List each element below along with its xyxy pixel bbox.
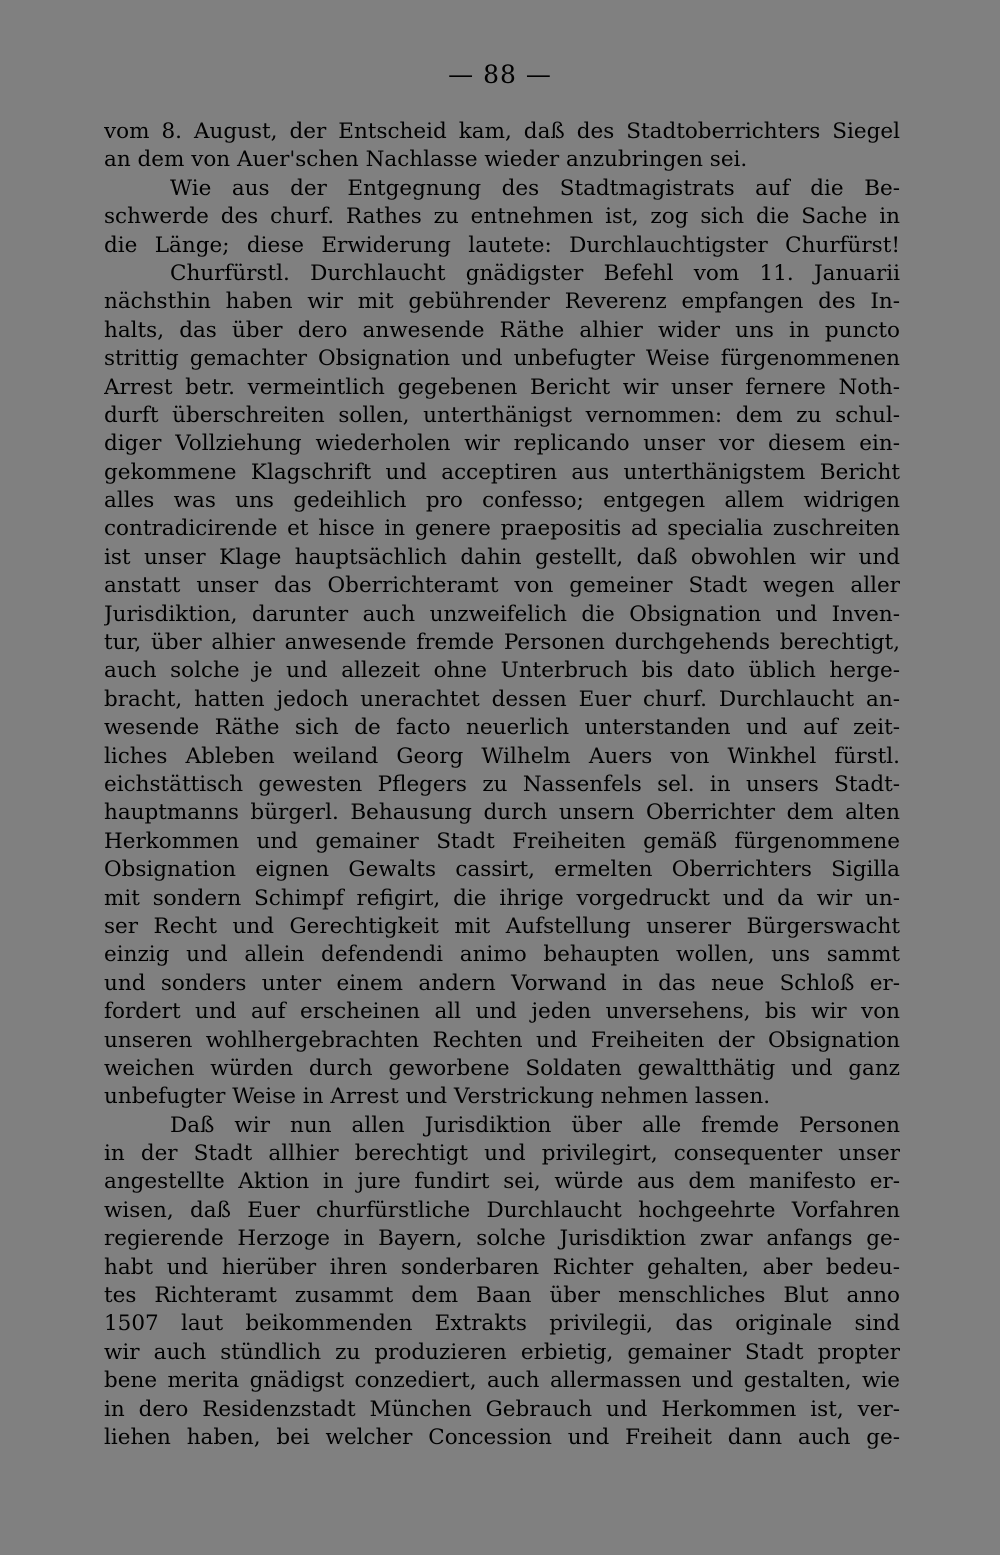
text-line: in dero Residenzstadt München Gebrauch und Herkommen ist, ver- [104, 1396, 900, 1422]
text-line: contradicirende et hisce in genere praepositis ad specialia zuschreiten [104, 516, 900, 542]
text-line: tes Richteramt zusammt dem Baan über menschliches Blut anno [104, 1283, 900, 1309]
text-line: wir auch stündlich zu produzieren erbietig, gemainer Stadt propter [104, 1339, 900, 1365]
text-line: regierende Herzoge in Bayern, solche Jurisdiktion zwar anfangs ge- [104, 1226, 900, 1252]
page-number: — 88 — [448, 60, 552, 89]
text-line: auch solche je und allezeit ohne Unterbruch bis dato üblich herge- [104, 658, 900, 684]
text-line: habt und hierüber ihren sonderbaren Richter gehalten, aber bedeu- [104, 1254, 900, 1280]
text-line: alles was uns gedeihlich pro confesso; entgegen allem widrigen [104, 488, 900, 514]
text-line: Herkommen und gemainer Stadt Freiheiten gemäß fürgenommene [104, 828, 900, 854]
text-line: Churfürstl. Durchlaucht gnädigster Befehl vom 11. Januarii [170, 260, 900, 286]
text-line: Jurisdiktion, darunter auch unzweifelich die Obsignation und Inven- [104, 601, 900, 627]
text-line: halts, das über dero anwesende Räthe alhier wider uns in puncto [104, 317, 900, 343]
text-line: an dem von Auer'schen Nachlasse wieder anzubringen sei. [104, 147, 748, 173]
text-line: mit sondern Schimpf refigirt, die ihrige vorgedruckt und da wir un- [104, 885, 900, 911]
text-line: strittig gemachter Obsignation und unbefugter Weise fürgenommenen [104, 346, 900, 372]
text-line: schwerde des churf. Rathes zu entnehmen ist, zog sich die Sache in [104, 204, 900, 230]
text-line: angestellte Aktion in jure fundirt sei, würde aus dem manifesto er- [104, 1169, 900, 1195]
text-line: 1507 laut beikommenden Extrakts privilegii, das originale sind [104, 1311, 900, 1337]
text-line: in der Stadt allhier berechtigt und privilegirt, consequenter unser [104, 1141, 900, 1167]
text-line: liehen haben, bei welcher Concession und Freiheit dann auch ge- [104, 1424, 900, 1450]
text-line: ist unser Klage hauptsächlich dahin gestellt, daß obwohlen wir und [104, 544, 900, 570]
text-line: diger Vollziehung wiederholen wir replicando unser vor diesem ein- [104, 431, 900, 457]
text-line: Daß wir nun allen Jurisdiktion über alle fremde Personen [170, 1112, 900, 1138]
text-line: Obsignation eignen Gewalts cassirt, ermelten Oberrichters Sigilla [104, 857, 900, 883]
text-line: Wie aus der Entgegnung des Stadtmagistrats auf die Be- [170, 175, 900, 201]
text-line: anstatt unser das Oberrichteramt von gemeiner Stadt wegen aller [104, 573, 900, 599]
text-line: liches Ableben weiland Georg Wilhelm Auers von Winkhel fürstl. [104, 743, 900, 769]
text-line: weichen würden durch geworbene Soldaten gewaltthätig und ganz [104, 1055, 900, 1081]
text-line: wisen, daß Euer churfürstliche Durchlaucht hochgeehrte Vorfahren [104, 1197, 900, 1223]
body-text [104, 118, 900, 1452]
text-line: einzig und allein defendendi animo behaupten wollen, uns sammt [104, 942, 900, 968]
text-line: tur, über alhier anwesende fremde Personen durchgehends berechtigt, [104, 630, 900, 656]
text-line: und sonders unter einem andern Vorwand in das neue Schloß er- [104, 970, 900, 996]
text-line: nächsthin haben wir mit gebührender Reverenz empfangen des In- [104, 289, 900, 315]
text-line: bracht, hatten jedoch unerachtet dessen Euer churf. Durchlaucht an- [104, 686, 900, 712]
text-line: wesende Räthe sich de facto neuerlich unterstanden und auf zeit- [104, 715, 900, 741]
text-line: eichstättisch gewesten Pflegers zu Nassenfels sel. in unsers Stadt- [104, 771, 900, 797]
text-line: fordert und auf erscheinen all und jeden unversehens, bis wir von [104, 999, 900, 1025]
text-line: unseren wohlhergebrachten Rechten und Freiheiten der Obsignation [104, 1027, 900, 1053]
text-line: durft überschreiten sollen, unterthänigst vernommen: dem zu schul- [104, 402, 900, 428]
text-line: ser Recht und Gerechtigkeit mit Aufstellung unserer Bürgerswacht [104, 913, 900, 939]
text-line: unbefugter Weise in Arrest und Verstrickung nehmen lassen. [104, 1084, 771, 1110]
text-line: Arrest betr. vermeintlich gegebenen Bericht wir unser fernere Noth- [104, 374, 900, 400]
text-line: die Länge; diese Erwiderung lautete: Durchlauchtigster Churfürst! [104, 232, 900, 258]
text-line: bene merita gnädigst conzediert, auch allermassen und gestalten, wie [104, 1368, 900, 1394]
text-line: hauptmanns bürgerl. Behausung durch unsern Oberrichter dem alten [104, 800, 900, 826]
text-line: gekommene Klagschrift und acceptiren aus unterthänigstem Bericht [104, 459, 900, 485]
text-line: vom 8. August, der Entscheid kam, daß des Stadtoberrichters Siegel [104, 119, 900, 144]
